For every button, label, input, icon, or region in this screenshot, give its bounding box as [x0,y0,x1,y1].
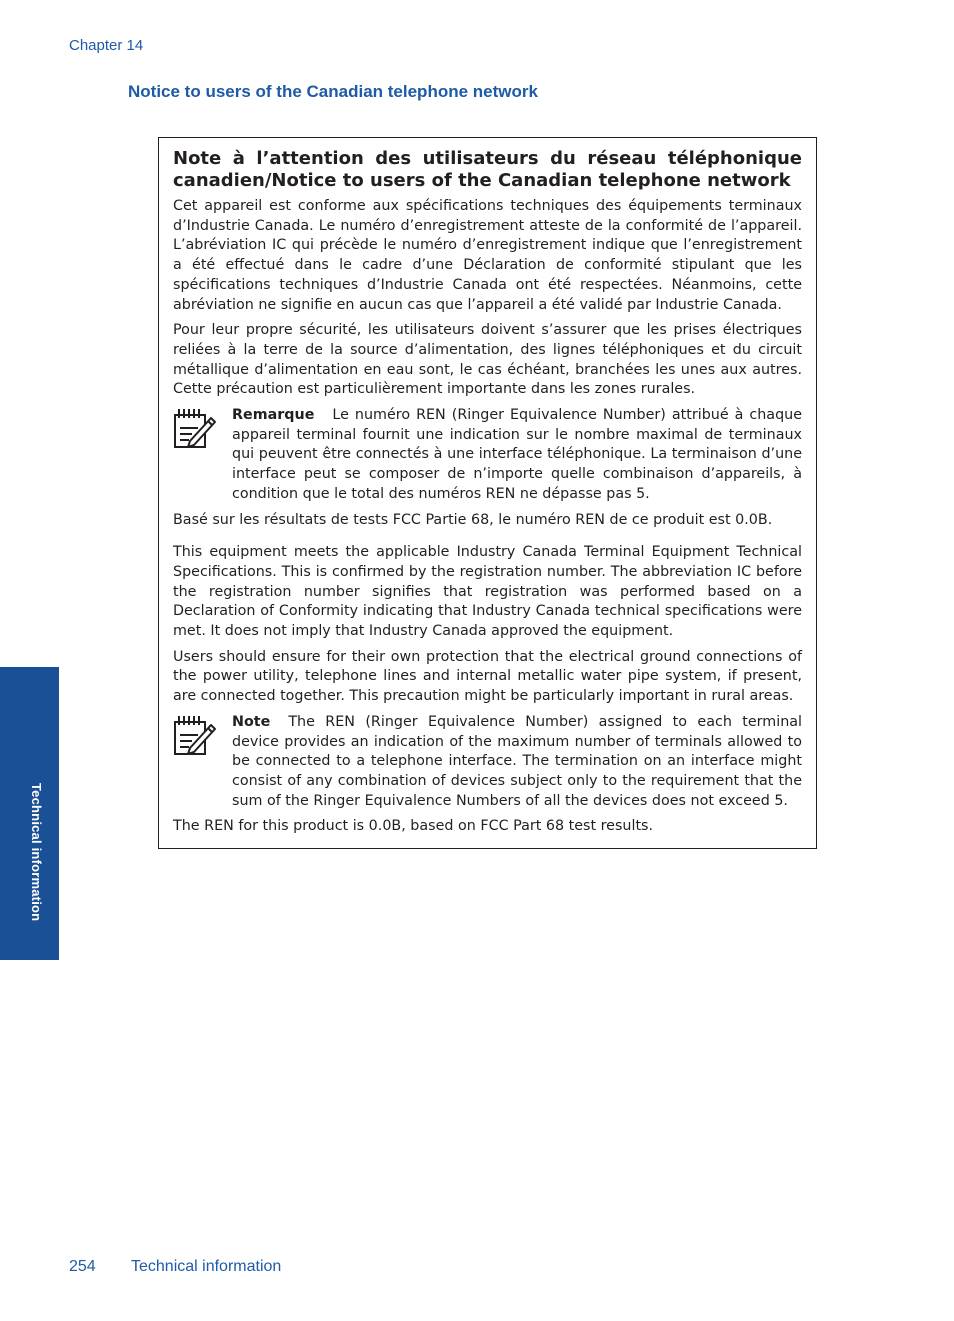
en-paragraph-conformity: This equipment meets the applicable Industry Canada Terminal Equipment Technical Specifications. This is confirmed by the registration number. The abbreviation IC before the registration number signifies that registration was performed based on a Declaration of Conformity indicating that Industry Canada technical specifications were met. It does not imply that Industry Canada approved the equipment. [173,544,802,640]
notepad-pencil-icon [173,713,217,757]
fr-note-text [232,406,802,505]
notepad-pencil-icon [173,406,217,450]
side-tab-label: Technical information [29,783,44,922]
footer-title: Technical information [131,1258,282,1275]
fr-note-body: Le numéro REN (Ringer Equivalence Number) attribué à chaque appareil terminal fournit une indication sur le nombre maximal de terminaux qui peuvent être connectés à une interface téléphonique. La terminaison d’une interface peut se composer de n’importe quelle combinaison d’appareils, à condition que le total des numéros REN ne dépasse pas 5. [232,407,802,502]
fr-paragraph-safety: Pour leur propre sécurité, les utilisateurs doivent s’assurer que les prises électriques reliées à la terre de la source d’alimentation, des lignes téléphoniques et du circuit métallique d’alimentation en eau sont, le cas échéant, branchées les unes aux autres. Cette précaution est particulièrement importante dans les zones rurales. [173,322,802,398]
fr-paragraph-conformity: Cet appareil est conforme aux spécifications techniques des équipements terminaux d’Industrie Canada. Le numéro d’enregistrement atteste de la conformité de l’appareil. L’abréviation IC qui précède le numéro d’enregistrement indique que l’enregistrement a été effectué dans le cadre d’une Déclaration de conformité stipulant que les spécifications techniques d’Industrie Canada ont été respectées. Néanmoins, cette abréviation ne signifie en aucun cas que l’appareil a été validé par Industrie Canada. [173,198,802,313]
fr-note [173,406,802,505]
en-note [173,713,802,812]
canadian-notice-box [158,137,817,849]
section-title: Notice to users of the Canadian telephone network [128,82,538,101]
en-note-body: The REN (Ringer Equivalence Number) assigned to each terminal device provides an indication of the maximum number of terminals allowed to be connected to a telephone interface. The termination on an interface might consist of any combination of devices subject only to the requirement that the sum of the Ringer Equivalence Numbers of all the devices does not exceed 5. [232,713,802,809]
fr-note-label: Remarque [232,407,315,424]
en-note-label: Note [232,713,271,730]
en-note-text [232,713,802,812]
en-paragraph-ren: The REN for this product is 0.0B, based on FCC Part 68 test results. [173,818,654,835]
notice-heading: Note à l’attention des utilisateurs du réseau téléphonique canadien/Notice to users of the Canadian telephone network [173,148,802,191]
chapter-label: Chapter 14 [69,37,144,54]
page-number: 254 [69,1258,96,1275]
fr-paragraph-ren: Basé sur les résultats de tests FCC Partie 68, le numéro REN de ce produit est 0.0B. [173,511,773,528]
en-paragraph-safety: Users should ensure for their own protection that the electrical ground connections of the power utility, telephone lines and internal metallic water pipe system, if present, are connected together. This precaution might be particularly important in rural areas. [173,648,802,705]
